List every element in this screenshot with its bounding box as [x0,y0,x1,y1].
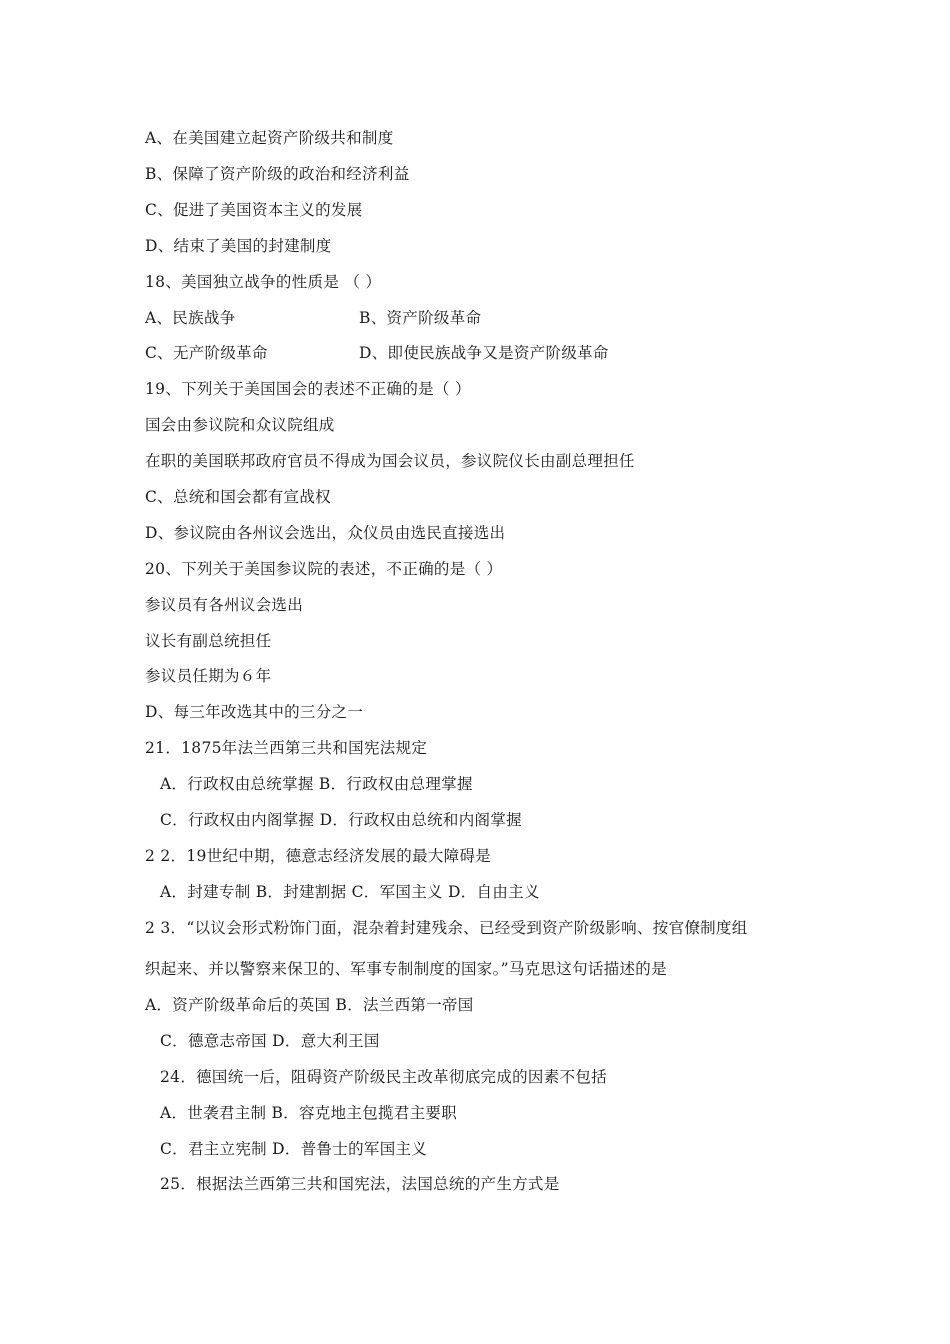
q24-stem: 24．德国统一后，阻碍资产阶级民主改革彻底完成的因素不包括 [160,1068,607,1086]
q17-option-c: C、促进了美国资本主义的发展 [145,201,363,219]
q20-stem: 20、下列关于美国参议院的表述，不正确的是（ ） [145,560,503,578]
q17-option-a: A、在美国建立起资产阶级共和制度 [145,129,394,147]
q23-options-cd: C．德意志帝国 D．意大利王国 [160,1032,380,1050]
q18-option-b: B、资产阶级革命 [359,309,482,327]
q22-options: A．封建专制 B．封建割据 C．军国主义 D．自由主义 [160,883,540,901]
q20-option-c: 参议员任期为６年 [145,667,272,685]
q18-option-d: D、即使民族战争又是资产阶级革命 [359,344,609,362]
q18-stem: 18、美国独立战争的性质是 （ ） [145,273,382,291]
q21-options-cd: C．行政权由内阁掌握 D．行政权由总统和内阁掌握 [160,811,522,829]
q20-option-b: 议长有副总统担任 [145,632,272,650]
q19-stem: 19、下列关于美国国会的表述不正确的是（ ） [145,380,471,398]
q23-stem-line2: 织起来、并以警察来保卫的、军事专制制度的国家。”马克思这句话描述的是 [145,960,667,978]
q23-options-ab: A．资产阶级革命后的英国 B．法兰西第一帝国 [145,996,474,1014]
q20-option-a: 参议员有各州议会选出 [145,596,304,614]
q24-options-cd: C．君主立宪制 D．普鲁士的军国主义 [160,1140,428,1158]
q18-option-a: A、民族战争 [145,309,236,327]
q25-stem: 25．根据法兰西第三共和国宪法，法国总统的产生方式是 [160,1175,560,1193]
q24-options-ab: A．世袭君主制 B．容克地主包揽君主要职 [160,1104,458,1122]
q17-option-d: D、结束了美国的封建制度 [145,237,332,255]
q18-options-row1 [145,308,645,328]
q17-option-b: B、保障了资产阶级的政治和经济利益 [145,165,410,183]
q20-option-d: D、每三年改选其中的三分之一 [145,703,364,721]
q23-stem-line1: 2 3．“以议会形式粉饰门面，混杂着封建残余、已经受到资产阶级影响、按官僚制度组 [145,919,748,937]
q19-option-c: C、总统和国会都有宣战权 [145,488,331,506]
q18-option-c: C、无产阶级革命 [145,344,268,362]
q18-options-row2 [145,343,645,363]
q21-stem: 21．1875年法兰西第三共和国宪法规定 [145,739,428,757]
q21-options-ab: A．行政权由总统掌握 B．行政权由总理掌握 [160,775,473,793]
q19-option-a: 国会由参议院和众议院组成 [145,416,335,434]
q19-option-b: 在职的美国联邦政府官员不得成为国会议员，参议院仪长由副总理担任 [145,452,635,470]
q19-option-d: D、参议院由各州议会选出，众仪员由选民直接选出 [145,524,506,542]
q22-stem: 2 2．19世纪中期，德意志经济发展的最大障碍是 [145,847,492,865]
